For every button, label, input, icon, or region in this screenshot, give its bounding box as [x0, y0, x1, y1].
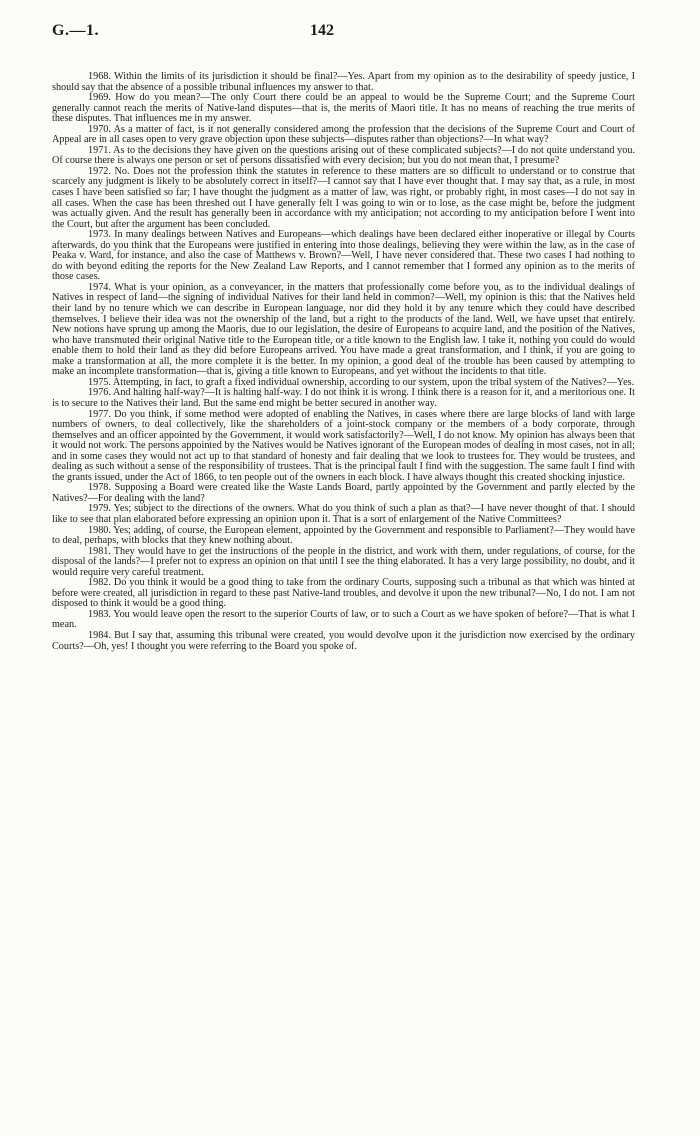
paragraph-1980: 1980. Yes; adding, of course, the European element, appointed by the Government and responsible to Parliament?—They would have to deal, perhaps, with blocks that they knew nothing about.: [52, 524, 635, 547]
paragraph-1974: 1974. What is your opinion, as a conveyancer, in the matters that professionally come before you, as to the individual dealings of Natives in respect of land—the signing of individual Natives for their land held in common?—Well, my opinion is this: that the Natives held their land by no tenure which we can describe in European language, nor did they hold it by any tenure which they could have described themselves. I believe their idea was not the ownership of the land, but a right to the products of the land. Well, we have upset that entirely. New notions have sprung up among the Maoris, due to our legislation, the desire of Europeans to acquire land, and the position of the Natives, who have transmuted their original Native title to the European title, or a title known to the English law. I take it, nothing you could do would enable them to hold their land as they did before Europeans arrived. You have made a great transformation, and I think, if you are going to make a transformation at all, the more complete it is the better. In my opinion, a good deal of the trouble has been caused by attempting to make an incomplete transformation—that is, giving a title known to Europeans, and yet without the incidents to that title.: [52, 281, 635, 378]
paragraph-1969: 1969. How do you mean?—The only Court there could be an appeal to would be the Supreme Court; and the Supreme Court generally cannot reach the merits of Native-land disputes—that is, the merits of Maori title. It has no means of reaching the true merits of these disputes. That influences me in my answer.: [52, 92, 635, 125]
paragraph-1982: 1982. Do you think it would be a good thing to take from the ordinary Courts, supposing such a tribunal as that which was hinted at before were created, all jurisdiction in regard to these past Native-land troubles, and devolve it upon the new tribunal?—No, I do not. I am not disposed to think it would be a good thing.: [52, 577, 635, 610]
paragraph-1983: 1983. You would leave open the resort to the superior Courts of law, or to such a Court as we have spoken of before?—That is what I mean.: [52, 608, 635, 631]
paragraph-1970: 1970. As a matter of fact, is it not generally considered among the profession that the decisions of the Supreme Court and Court of Appeal are in all cases open to very grave objection upon these subjects—disputes rather than objections?—In what way?: [52, 123, 635, 146]
paragraph-1972: 1972. No. Does not the profession think the statutes in reference to these matters are so difficult to understand or to construe that scarcely any judgment is likely to be absolutely correct in itself?—I cannot say that I have ever thought that. I may say that, as a rule, in most cases I have been satisfied so far; I have thought the judgment as a matter of law, was right, or probably right, in most cases—I do not say in all cases. When the case has been threshed out I have generally felt I was going to win or to lose, as the case might be, before the judgment was actually given. And the result has generally been in accordance with my anticipation; not according to my anticipation before I went into the Court, but after the argument has been concluded.: [52, 165, 635, 230]
document-reference: G.—1.: [52, 22, 99, 39]
paragraph-1971: 1971. As to the decisions they have given on the questions arising out of these complicated subjects?—I do not quite understand you. Of course there is always one person or set of persons dissatisfied with every decision; but you do not mean that, I presume?: [52, 144, 635, 167]
paragraph-1981: 1981. They would have to get the instructions of the people in the district, and work with them, under regulations, of course, for the disposal of the lands?—I prefer not to express an opinion on that until I see the thing elaborated. It has a very large possibility, no doubt, and it would require very careful treatment.: [52, 545, 635, 578]
paragraph-1973: 1973. In many dealings between Natives and Europeans—which dealings have been declared either inoperative or illegal by Courts afterwards, do you think that the Europeans were justified in entering into those dealings, believing they were within the law, as in the case of Peaka v. Ward, for instance, and also the case of Matthews v. Brown?—Well, I have never considered that. These two cases I had nothing to do with beyond editing the reports for the New Zealand Law Reports, and I cannot remember that I formed any opinion as to the merits of those cases.: [52, 229, 635, 283]
paragraph-1979: 1979. Yes; subject to the directions of the owners. What do you think of such a plan as that?—I have never thought of that. I should like to see that plan elaborated before expressing an opinion upon it. That is a sort of enlargement of the Native Committees?: [52, 503, 635, 525]
paragraph-1984: 1984. But I say that, assuming this tribunal were created, you would devolve upon it the jurisdiction now exercised by the ordinary Courts?—Oh, yes! I thought you were referring to the Board you spoke of.: [52, 629, 635, 652]
paragraph-1976: 1976. And halting half-way?—It is halting half-way. I do not think it is wrong. I think there is a reason for it, and a meritorious one. It is to secure to the Natives their land. But the same end might be better secured in another way.: [52, 387, 635, 409]
paragraph-1978: 1978. Supposing a Board were created like the Waste Lands Board, partly appointed by the Government and partly elected by the Natives?—For dealing with the land?: [52, 482, 635, 504]
document-body: [52, 72, 635, 652]
page-header: [52, 22, 635, 48]
paragraph-1968: 1968. Within the limits of its jurisdiction it should be final?—Yes. Apart from my opinion as to the desirability of speedy justice, I should say that the absence of a possible tribunal influences my answer to that.: [52, 71, 635, 93]
paragraph-1975: 1975. Attempting, in fact, to graft a fixed individual ownership, according to our system, upon the tribal system of the Natives?—Yes.: [88, 376, 635, 388]
page-number: 142: [310, 22, 334, 39]
paragraph-1977: 1977. Do you think, if some method were adopted of enabling the Natives, in cases where there are large blocks of land with large numbers of owners, to deal collectively, like the shareholders of a joint-stock company or the members of a body corporate, through themselves and an officer appointed by the Government, it would work satisfactorily?—Well, I do not know. My opinion has always been that it would not work. The persons appointed by the Natives would be Natives ignorant of the European modes of dealing in most cases, not in all; and in some cases they would not act up to that standard of honesty and fair dealing that we look to trustees for. They would be trustees, and dealing as such without a sense of the responsibility of trustees. That is the principal fault I find with the suggestion. The same fault I find with the grants issued, under the Act of 1866, to ten people out of the owners in each block. I have always thought this created shocking injustice.: [52, 408, 635, 483]
